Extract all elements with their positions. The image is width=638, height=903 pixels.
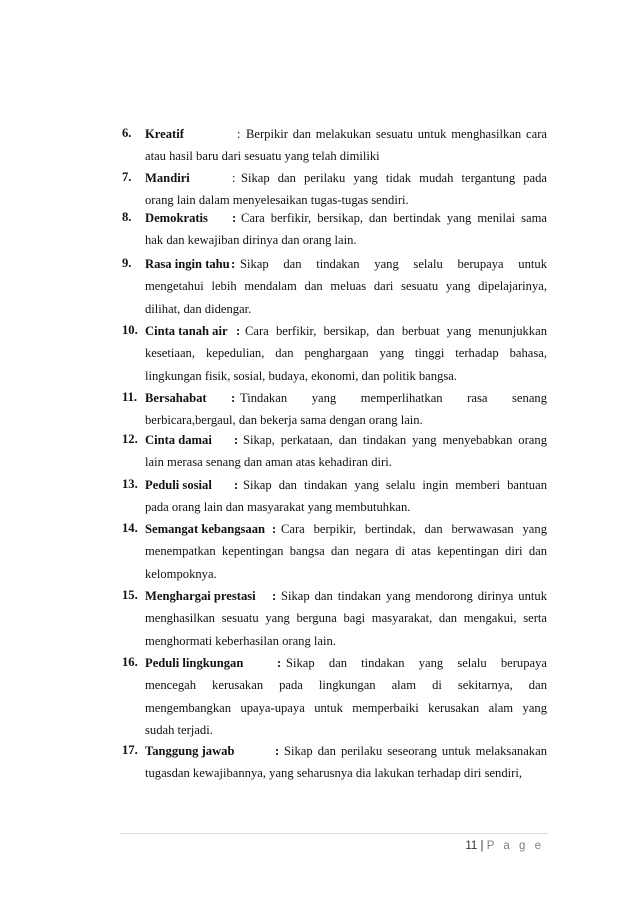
item-first-line (145, 588, 547, 604)
item-number: 7. (122, 170, 132, 184)
item-number: 13. (122, 477, 138, 491)
item-colon: : (237, 127, 241, 141)
item-definition-line: berbicara,bergaul, dan bekerja sama dengan orang lain. (145, 413, 423, 428)
item-definition-line: mengetahui lebih mendalam dan meluas dari sesuatu yang dipelajarinya, (145, 279, 547, 294)
item-first-line (145, 432, 547, 448)
footer-divider (120, 833, 548, 834)
page-number: 11 (465, 840, 478, 852)
item-term: Kreatif (145, 127, 184, 141)
item-definition-start: Sikap, perkataan, dan tindakan yang menyebabkan orang (243, 433, 547, 447)
item-definition-line: orang lain dalam menyelesaikan tugas-tugas sendiri. (145, 193, 409, 208)
item-definition-start: Tindakan yang memperlihatkan rasa senang (240, 391, 547, 405)
item-first-line (145, 390, 547, 406)
footer-separator: | (480, 840, 484, 852)
item-term: Demokratis (145, 211, 208, 225)
item-definition-start: Sikap dan tindakan yang selalu berupaya untuk (240, 257, 547, 271)
item-definition-start: Sikap dan perilaku yang tidak mudah tergantung pada (241, 171, 547, 185)
item-colon: : (232, 211, 237, 225)
item-colon: : (232, 171, 236, 185)
item-definition-line: atau hasil baru dari sesuatu yang telah dimiliki (145, 149, 380, 164)
item-first-line (145, 743, 547, 759)
item-first-line (145, 210, 547, 226)
page-label: P a g e (486, 840, 544, 852)
item-definition-line: menghormati keberhasilan orang lain. (145, 633, 336, 648)
item-colon: : (236, 324, 241, 338)
item-definition-start: Cara berpikir, bertindak, dan berwawasan yang (281, 522, 547, 536)
item-first-line (145, 521, 547, 537)
item-definition-line: lain merasa senang dan aman atas kehadiran diri. (145, 455, 392, 470)
page-footer (465, 840, 544, 852)
item-colon: : (275, 744, 280, 758)
item-definition-start: Sikap dan tindakan yang selalu ingin memberi bantuan (243, 478, 547, 492)
item-definition-line: mengembangkan upaya-upaya untuk memperbaiki kerusakan alam yang (145, 700, 547, 715)
item-number: 9. (122, 256, 132, 270)
item-colon: : (231, 391, 236, 405)
item-number: 16. (122, 655, 138, 669)
item-first-line (145, 323, 547, 339)
item-term: Semangat kebangsaan (145, 522, 266, 536)
item-definition-line: menghasilkan sesuatu yang berguna bagi masyarakat, dan mengakui, serta (145, 611, 547, 626)
item-number: 11. (122, 390, 138, 404)
item-colon: : (231, 257, 236, 271)
item-definition-line: mencegah kerusakan pada lingkungan alam di sekitarnya, dan (145, 678, 547, 693)
item-number: 12. (122, 432, 138, 446)
item-term: Bersahabat (145, 391, 207, 405)
item-colon: : (272, 522, 277, 536)
item-first-line (145, 477, 547, 493)
item-term: Rasa ingin tahu (145, 257, 230, 271)
item-definition-line: hak dan kewajiban dirinya dan orang lain. (145, 233, 357, 248)
item-definition-start: Cara berfikir, bersikap, dan bertindak yang menilai sama (241, 211, 547, 225)
item-term: Cinta tanah air (145, 324, 228, 338)
item-definition-line: kesetiaan, kepedulian, dan penghargaan yang tinggi terhadap bahasa, (145, 346, 547, 361)
item-colon: : (234, 433, 239, 447)
item-term: Tanggung jawab (145, 744, 235, 758)
item-number: 10. (122, 323, 138, 337)
item-number: 6. (122, 126, 132, 140)
item-definition-line: kelompoknya. (145, 566, 217, 581)
item-term: Menghargai prestasi (145, 589, 256, 603)
item-first-line (145, 126, 547, 142)
item-definition-start: Sikap dan tindakan yang mendorong dirinya untuk (281, 589, 547, 603)
item-colon: : (234, 478, 239, 492)
item-first-line (145, 655, 547, 671)
item-definition-start: Berpikir dan melakukan sesuatu untuk menghasilkan cara (246, 127, 547, 141)
item-definition-line: lingkungan fisik, sosial, budaya, ekonomi, dan politik bangsa. (145, 368, 458, 383)
item-term: Peduli lingkungan (145, 656, 244, 670)
item-definition-start: Cara berfikir, bersikap, dan berbuat yang menunjukkan (245, 324, 547, 338)
item-first-line (145, 256, 547, 272)
item-definition-start: Sikap dan perilaku seseorang untuk melaksanakan (284, 744, 547, 758)
item-number: 14. (122, 521, 138, 535)
item-definition-line: menempatkan kepentingan bangsa dan negara di atas kepentingan diri dan (145, 544, 547, 559)
item-colon: : (272, 589, 277, 603)
item-term: Peduli sosial (145, 478, 212, 492)
item-definition-line: dilihat, dan didengar. (145, 301, 252, 316)
item-term: Cinta damai (145, 433, 212, 447)
item-number: 15. (122, 588, 138, 602)
item-definition-line: pada orang lain dan masyarakat yang membutuhkan. (145, 500, 411, 515)
item-number: 8. (122, 210, 132, 224)
item-definition-line: sudah terjadi. (145, 723, 213, 738)
item-number: 17. (122, 743, 138, 757)
item-definition-line: tugasdan kewajibannya, yang seharusnya dia lakukan terhadap diri sendiri, (145, 766, 522, 781)
item-term: Mandiri (145, 171, 190, 185)
item-colon: : (277, 656, 282, 670)
item-first-line (145, 170, 547, 186)
item-definition-start: Sikap dan tindakan yang selalu berupaya (286, 656, 547, 670)
